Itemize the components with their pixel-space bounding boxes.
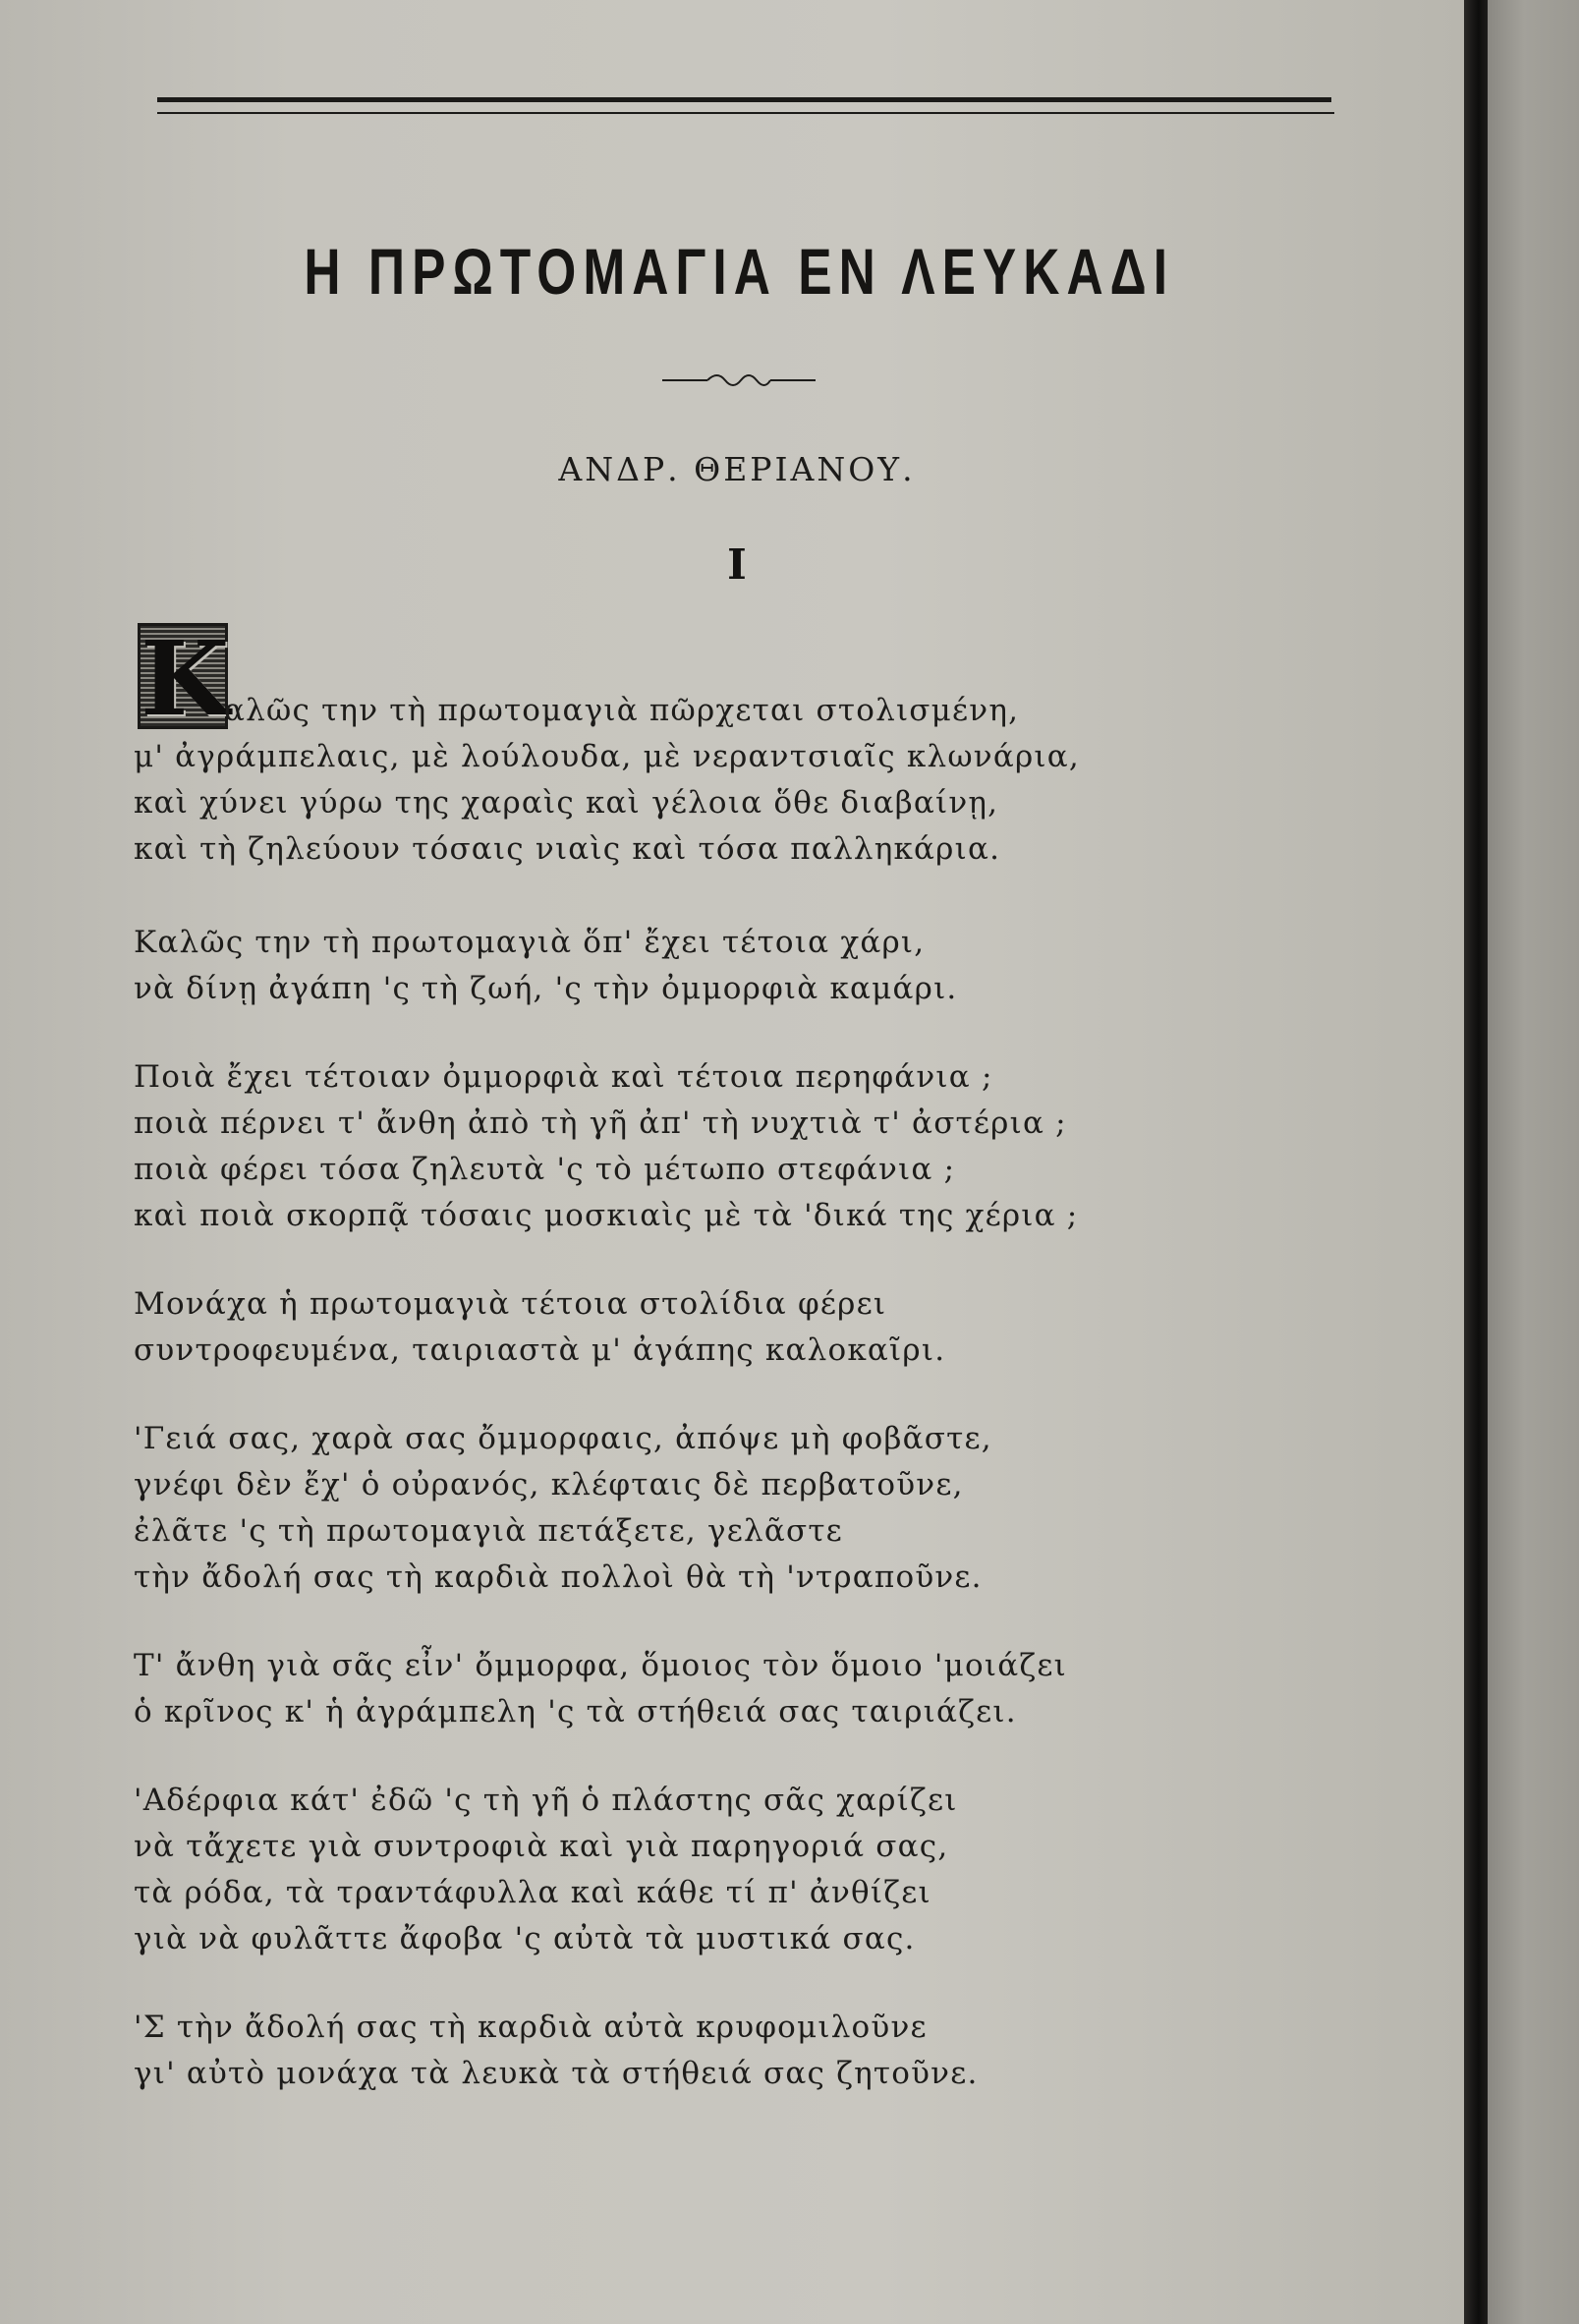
author-byline: ΑΝΔΡ. ΘΕΡΙΑΝΟΥ. (558, 450, 916, 488)
verse-line: καὶ ποιὰ σκορπᾷ τόσαις μοσκιαὶς μὲ τὰ 'δικά της χέρια ; (134, 1198, 1079, 1233)
verse-line: νὰ δίνῃ ἀγάπη 'ς τὴ ζωή, 'ς τὴν ὀμμορφιὰ καμάρι. (134, 971, 958, 1006)
stanza (134, 1416, 1352, 1601)
verse-line: 'Αδέρφια κάτ' ἐδῶ 'ς τὴ γῆ ὁ πλάστης σᾶς χαρίζει (134, 1783, 958, 1818)
verse-line: Τ' ἄνθη γιὰ σᾶς εἶν' ὄμμορφα, ὅμοιος τὸν ὅμοιο 'μοιάζει (134, 1648, 1067, 1683)
stanza (134, 2005, 1352, 2097)
verse-line: Ποιὰ ἔχει τέτοιαν ὀμμορφιὰ καὶ τέτοια περηφάνια ; (134, 1059, 993, 1095)
verse-line: νὰ τἄχετε γιὰ συντροφιὰ καὶ γιὰ παρηγοριά σας, (134, 1829, 949, 1864)
verse-line: γι' αὐτὸ μονάχα τὰ λευκὰ τὰ στήθειά σας ζητοῦνε. (134, 2056, 979, 2091)
verse-line: τὴν ἄδολή σας τὴ καρδιὰ πολλοὶ θὰ τὴ 'ντραποῦνε. (134, 1559, 983, 1595)
header-rule-thin (157, 112, 1334, 114)
verse-line: ὁ κρῖνος κ' ἡ ἀγράμπελη 'ς τὰ στήθειά σας ταιριάζει. (134, 1694, 1017, 1729)
verse-line: Μονάχα ἡ πρωτομαγιὰ τέτοια στολίδια φέρει (134, 1286, 887, 1322)
verse-line: αλῶς την τὴ πρωτομαγιὰ πῶρχεται στολισμένη, (224, 693, 1020, 728)
verse-line: τὰ ρόδα, τὰ τραντάφυλλα καὶ κάθε τί π' ἀνθίζει (134, 1875, 931, 1910)
verse-line: γιὰ νὰ φυλᾶττε ἄφοβα 'ς αὐτὰ τὰ μυστικά σας. (134, 1921, 916, 1956)
stanza (134, 688, 1352, 873)
verse-line: 'Γειά σας, χαρὰ σας ὄμμορφαις, ἀπόψε μὴ φοβᾶστε, (134, 1421, 992, 1456)
verse-line: 'Σ τὴν ἄδολή σας τὴ καρδιὰ αὐτὰ κρυφομιλοῦνε (134, 2010, 928, 2045)
verse-line: ποιὰ φέρει τόσα ζηλευτὰ 'ς τὸ μέτωπο στεφάνια ; (134, 1152, 956, 1187)
verse-line: καὶ χύνει γύρω της χαραὶς καὶ γέλοια ὅθε διαβαίνῃ, (134, 785, 999, 821)
poem-title: Η ΠΡΩΤΟΜΑΓΙΑ ΕΝ ΛΕΥΚΑΔΙ (304, 235, 1175, 308)
adjacent-page-edge (1488, 0, 1579, 2324)
verse-line: συντροφευμένα, ταιριαστὰ μ' ἀγάπης καλοκαῖρι. (134, 1332, 946, 1368)
stanza (134, 1643, 1352, 1735)
verse-line: γνέφι δὲν ἔχ' ὁ οὐρανός, κλέφταις δὲ περβατοῦνε, (134, 1467, 964, 1502)
poem-body (134, 688, 1352, 2097)
stanza (134, 920, 1352, 1012)
section-number: I (727, 540, 747, 589)
stanza (134, 1778, 1352, 1962)
stanza (134, 1054, 1352, 1239)
stanza (134, 1281, 1352, 1374)
drop-cap-letter: K (141, 618, 230, 739)
book-gutter-shadow (1464, 0, 1488, 2324)
verse-line: ποιὰ πέρνει τ' ἄνθη ἀπὸ τὴ γῆ ἀπ' τὴ νυχτιὰ τ' ἀστέρια ; (134, 1105, 1067, 1141)
header-rule-thick (157, 97, 1331, 102)
verse-line: καὶ τὴ ζηλεύουν τόσαις νιαὶς καὶ τόσα παλληκάρια. (134, 831, 1001, 867)
verse-line: Καλῶς την τὴ πρωτομαγιὰ ὅπ' ἔχει τέτοια χάρι, (134, 925, 926, 960)
ornament-divider (660, 368, 818, 393)
verse-line: ἐλᾶτε 'ς τὴ πρωτομαγιὰ πετάξετε, γελᾶστε (134, 1513, 843, 1549)
verse-line: μ' ἀγράμπελαις, μὲ λούλουδα, μὲ νεραντσιαῖς κλωνάρια, (134, 739, 1080, 774)
